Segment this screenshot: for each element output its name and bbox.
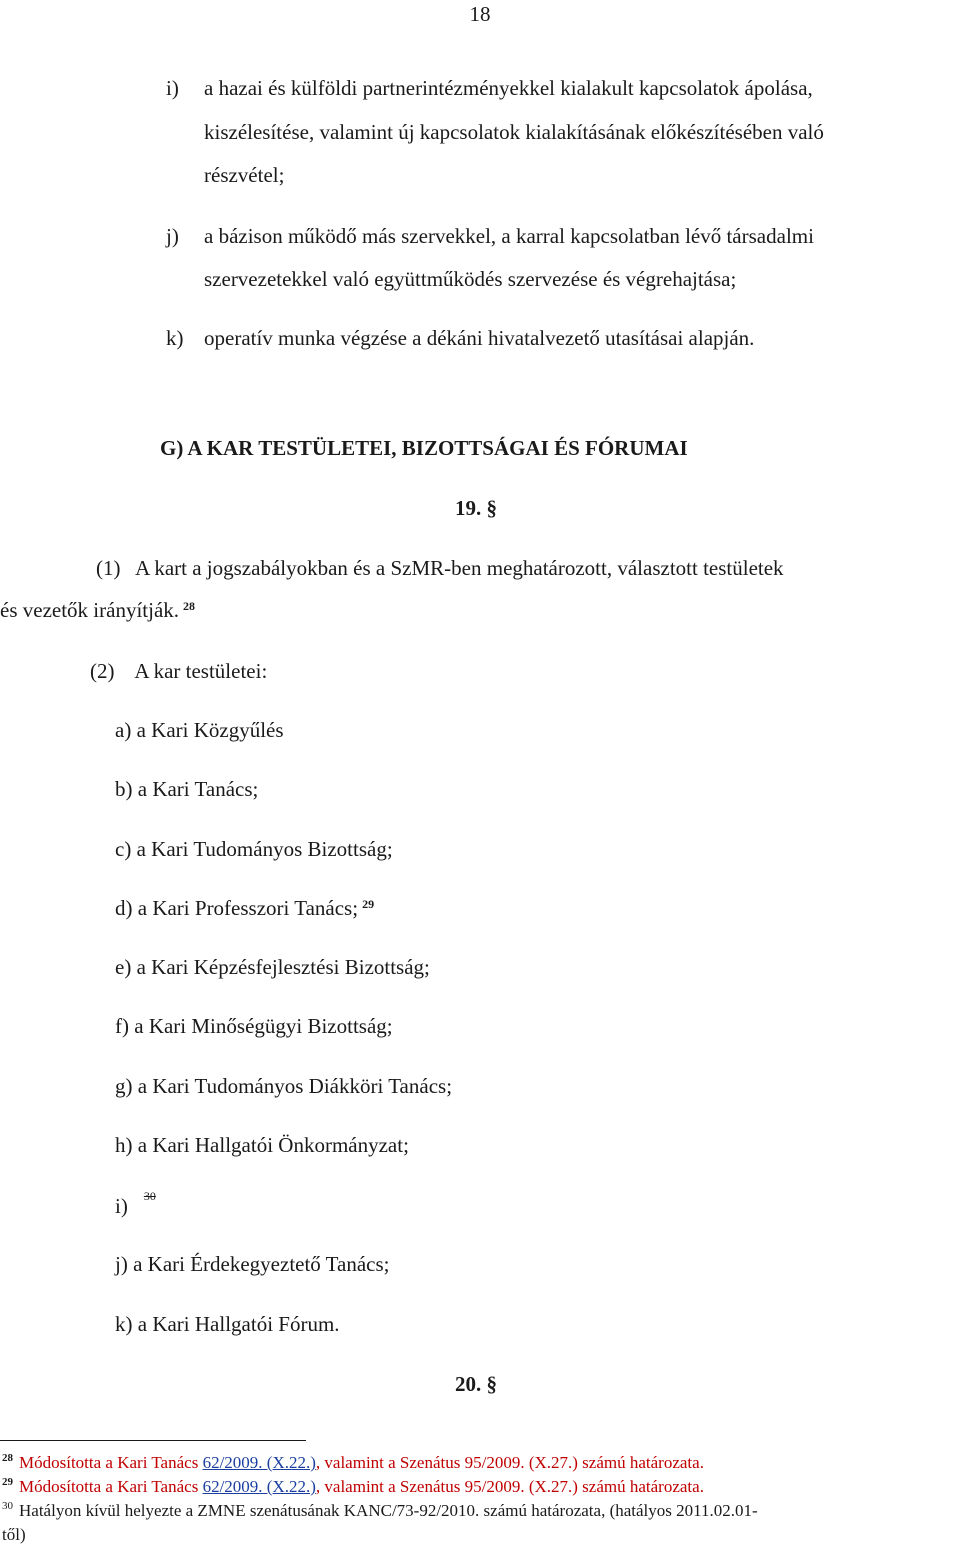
page-number: 18 bbox=[469, 2, 491, 26]
footnote-28: $^{28}$ Módosította a Kari Tanács 62/2009. (X.22.), valamint a Szenátus 95/2009. (X.27.) számú határozata. bbox=[2, 1452, 704, 1472]
list-item-text: kiszélesítése, valamint új kapcsolatok kialakításának előkészítésében való bbox=[204, 120, 824, 144]
paragraph-number-19: 19. § bbox=[455, 496, 497, 520]
list-item-label: j) bbox=[166, 224, 179, 248]
body-list-item: f) a Kari Minőségügyi Bizottság; bbox=[115, 1014, 393, 1038]
list-item-text: a hazai és külföldi partnerintézményekkel kialakult kapcsolatok ápolása, bbox=[204, 76, 813, 100]
body-list-item: c) a Kari Tudományos Bizottság; bbox=[115, 837, 393, 861]
body-list-item: e) a Kari Képzésfejlesztési Bizottság; bbox=[115, 955, 430, 979]
list-item-label: k) bbox=[166, 326, 184, 350]
body-list-item: d) a Kari Professzori Tanács; $^{29}$ bbox=[115, 896, 375, 920]
footnote-link[interactable]: 62/2009. (X.22.) bbox=[202, 1453, 316, 1472]
body-list-item: a) a Kari Közgyűlés bbox=[115, 718, 284, 742]
body-list-item: j) a Kari Érdekegyeztető Tanács; bbox=[115, 1252, 390, 1276]
footnote-ref[interactable]: 30 bbox=[143, 1189, 156, 1203]
body-list-item: h) a Kari Hallgatói Önkormányzat; bbox=[115, 1133, 409, 1157]
list-item-text: szervezetekkel való együttműködés szervezése és végrehajtása; bbox=[204, 267, 737, 291]
footnote-separator bbox=[0, 1440, 306, 1441]
footnote-ref[interactable]: 29 bbox=[362, 897, 375, 911]
list-item-text: részvétel; bbox=[204, 163, 285, 187]
paragraph-number-20: 20. § bbox=[455, 1372, 497, 1396]
paragraph-2-intro: (2) A kar testületei: bbox=[90, 659, 268, 683]
body-list-item: i) $^{30}$ bbox=[115, 1189, 156, 1218]
list-item-text: a bázison működő más szervekkel, a karral kapcsolatban lévő társadalmi bbox=[204, 224, 814, 248]
paragraph-1-line-1: (1) A kart a jogszabályokban és a SzMR-ben meghatározott, választott testületek bbox=[96, 556, 784, 580]
section-heading: G) A KAR TESTÜLETEI, BIZOTTSÁGAI ÉS FÓRUMAI bbox=[160, 436, 688, 460]
footnote-link[interactable]: 62/2009. (X.22.) bbox=[202, 1477, 316, 1496]
body-list-item: k) a Kari Hallgatói Fórum. bbox=[115, 1312, 340, 1336]
footnote-30: $^{30}$ Hatályon kívül helyezte a ZMNE szenátusának KANC/73-92/2010. számú határozata, (hatályos 2011.02.01- bbox=[2, 1500, 758, 1520]
body-list-item: b) a Kari Tanács; bbox=[115, 777, 259, 801]
footnote-29: $^{29}$ Módosította a Kari Tanács 62/2009. (X.22.), valamint a Szenátus 95/2009. (X.27.) számú határozata. bbox=[2, 1476, 704, 1496]
list-item-label: i) bbox=[166, 76, 179, 100]
footnote-30-line-2: től) bbox=[2, 1525, 26, 1544]
list-item-text: operatív munka végzése a dékáni hivatalvezető utasításai alapján. bbox=[204, 326, 755, 350]
paragraph-1-line-2: és vezetők irányítják. $^{28}$ bbox=[0, 598, 196, 622]
body-list-item: g) a Kari Tudományos Diákköri Tanács; bbox=[115, 1074, 453, 1098]
footnote-ref[interactable]: 28 bbox=[183, 599, 196, 613]
